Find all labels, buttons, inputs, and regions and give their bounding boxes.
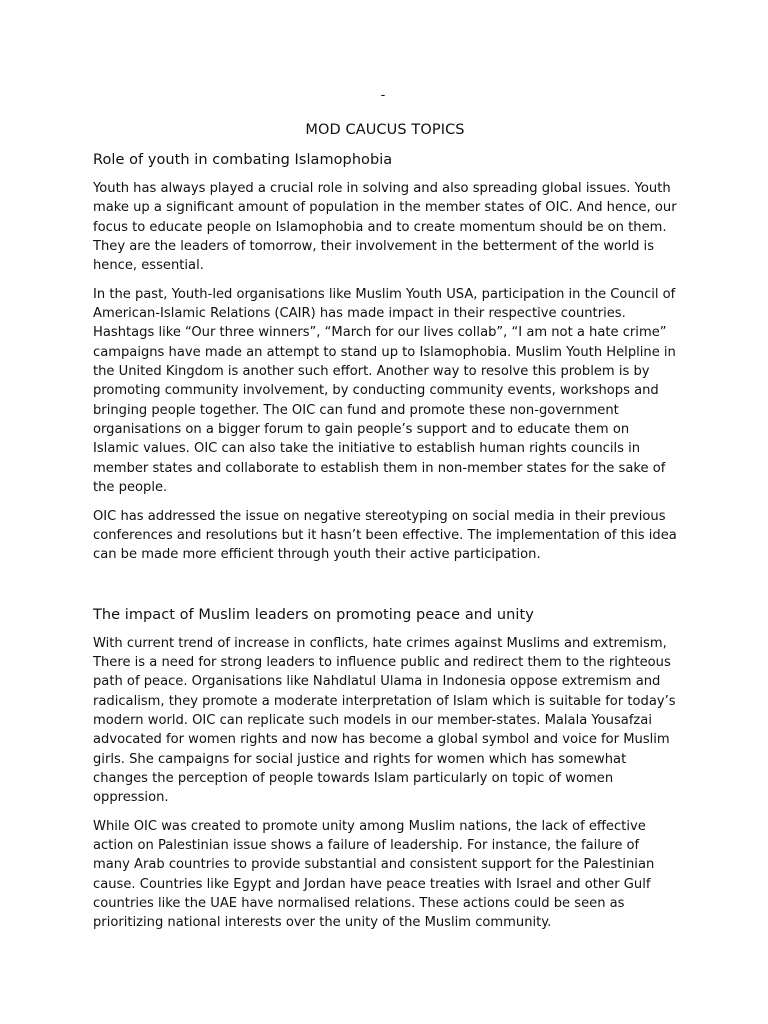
section-heading-leaders: The impact of Muslim leaders on promoting peace and unity bbox=[93, 606, 534, 623]
paragraph: While OIC was created to promote unity among Muslim nations, the lack of effective action on Palestinian issue shows a failure of leadership. For instance, the failure of many Arab countries to provide substantial and consistent support for the Palestinian cause. Countries like Egypt and Jordan have peace treaties with Israel and other Gulf countries like the UAE have normalised relations. These actions could be seen as prioritizing national interests over the unity of the Muslim community. bbox=[93, 818, 655, 931]
paragraph: OIC has addressed the issue on negative stereotyping on social media in their previous conferences and resolutions but it hasn’t been effective. The implementation of this idea can be made more efficient through youth their active participation. bbox=[93, 508, 677, 563]
header-dash: - bbox=[380, 88, 386, 103]
paragraph: Youth has always played a crucial role in solving and also spreading global issues. Youth make up a significant amount of population in the member states of OIC. And hence, our focus to educate people on Islamophobia and to create momentum should be on them. They are the leaders of tomorrow, their involvement in the betterment of the world is hence, essential. bbox=[93, 181, 677, 274]
section-youth bbox=[93, 150, 677, 565]
section-leaders bbox=[93, 605, 677, 933]
paragraph: With current trend of increase in conflicts, hate crimes against Muslims and extremism, There is a need for strong leaders to influence public and redirect them to the righteous path of peace. Organisations like Nahdlatul Ulama in Indonesia oppose extremism and radicalism, they promote a moderate interpretation of Islam which is suitable for today’s modern world. OIC can replicate such models in our member-states. Malala Yousafzai advocated for women rights and now has become a global symbol and voice for Muslim girls. She campaigns for social justice and rights for women which has somewhat changes the perception of people towards Islam particularly on topic of women oppression. bbox=[93, 635, 676, 806]
section-heading-youth: Role of youth in combating Islamophobia bbox=[93, 152, 393, 168]
document-page bbox=[93, 86, 677, 942]
document-title: MOD CAUCUS TOPICS bbox=[305, 122, 465, 138]
paragraph: In the past, Youth-led organisations like Muslim Youth USA, participation in the Council of American-Islamic Relations (CAIR) has made impact in their respective countries. Hashtags like “Our three winners”, “March for our lives collab”, “I am not a hate crime” campaigns have made an attempt to stand up to Islamophobia. Muslim Youth Helpline in the United Kingdom is another such effort. Another way to resolve this problem is by promoting community involvement, by conducting community events, workshops and bringing people together. The OIC can fund and promote these non-government organisations on a bigger forum to gain people’s support and to educate them on Islamic values. OIC can also take the initiative to establish human rights councils in member states and collaborate to establish them in non-member states for the sake of the people. bbox=[93, 286, 676, 496]
